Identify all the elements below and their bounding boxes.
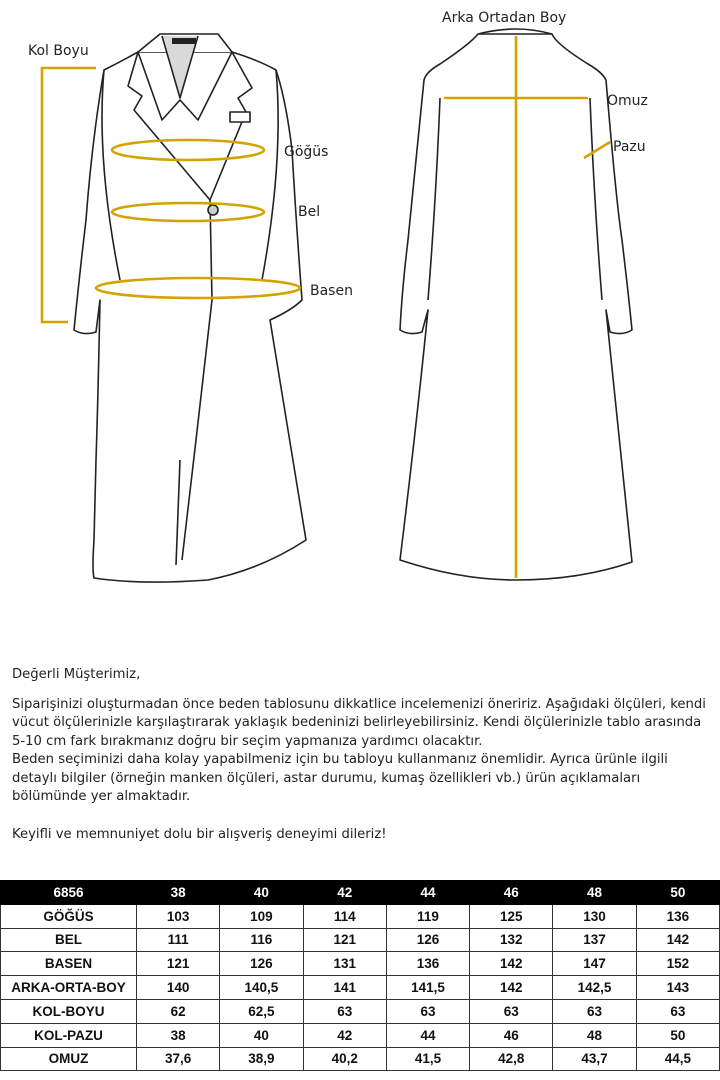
gogus-label: Göğüs bbox=[284, 144, 329, 160]
measure-value-cell: 41,5 bbox=[386, 1047, 469, 1071]
measure-value-cell: 63 bbox=[386, 999, 469, 1023]
measure-value-cell: 125 bbox=[470, 904, 553, 928]
table-header-row bbox=[1, 881, 720, 905]
notice-closing: Keyifli ve memnuniyet dolu bir alışveriş deneyimi dileriz! bbox=[12, 826, 387, 842]
measure-name-cell: KOL-PAZU bbox=[1, 1023, 137, 1047]
measure-value-cell: 46 bbox=[470, 1023, 553, 1047]
table-row bbox=[1, 999, 720, 1023]
measure-value-cell: 130 bbox=[553, 904, 636, 928]
measure-name-cell: BASEN bbox=[1, 952, 137, 976]
measure-value-cell: 143 bbox=[636, 976, 719, 1000]
header-size: 38 bbox=[137, 881, 220, 905]
header-size: 42 bbox=[303, 881, 386, 905]
measure-value-cell: 40,2 bbox=[303, 1047, 386, 1071]
measure-value-cell: 62 bbox=[137, 999, 220, 1023]
measure-value-cell: 142 bbox=[470, 952, 553, 976]
measure-value-cell: 42 bbox=[303, 1023, 386, 1047]
table-row bbox=[1, 928, 720, 952]
measure-value-cell: 63 bbox=[470, 999, 553, 1023]
header-model: 6856 bbox=[1, 881, 137, 905]
measure-value-cell: 103 bbox=[137, 904, 220, 928]
measure-value-cell: 141,5 bbox=[386, 976, 469, 1000]
header-size: 48 bbox=[553, 881, 636, 905]
measure-value-cell: 140 bbox=[137, 976, 220, 1000]
measure-value-cell: 121 bbox=[137, 952, 220, 976]
measure-value-cell: 119 bbox=[386, 904, 469, 928]
measure-value-cell: 38 bbox=[137, 1023, 220, 1047]
table-row bbox=[1, 904, 720, 928]
measure-value-cell: 141 bbox=[303, 976, 386, 1000]
table-row bbox=[1, 1047, 720, 1071]
header-size: 46 bbox=[470, 881, 553, 905]
measure-value-cell: 137 bbox=[553, 928, 636, 952]
measure-name-cell: KOL-BOYU bbox=[1, 999, 137, 1023]
measure-name-cell: OMUZ bbox=[1, 1047, 137, 1071]
measure-value-cell: 116 bbox=[220, 928, 303, 952]
measure-value-cell: 147 bbox=[553, 952, 636, 976]
table-row bbox=[1, 1023, 720, 1047]
measure-name-cell: ARKA-ORTA-BOY bbox=[1, 976, 137, 1000]
table-row bbox=[1, 976, 720, 1000]
notice-greeting: Değerli Müşterimiz, bbox=[12, 667, 141, 682]
header-size: 40 bbox=[220, 881, 303, 905]
measure-value-cell: 131 bbox=[303, 952, 386, 976]
table-row bbox=[1, 952, 720, 976]
arka-orta-boy-label: Arka Ortadan Boy bbox=[442, 10, 567, 26]
measure-value-cell: 126 bbox=[386, 928, 469, 952]
kol-boyu-label: Kol Boyu bbox=[28, 43, 89, 59]
measure-value-cell: 50 bbox=[636, 1023, 719, 1047]
front-coat-drawing bbox=[74, 34, 306, 582]
measure-value-cell: 44 bbox=[386, 1023, 469, 1047]
pazu-label: Pazu bbox=[613, 139, 646, 155]
omuz-label: Omuz bbox=[607, 93, 648, 109]
measure-value-cell: 140,5 bbox=[220, 976, 303, 1000]
bel-label: Bel bbox=[298, 204, 321, 220]
measure-value-cell: 132 bbox=[470, 928, 553, 952]
measure-value-cell: 109 bbox=[220, 904, 303, 928]
measure-name-cell: GÖĞÜS bbox=[1, 904, 137, 928]
header-size: 50 bbox=[636, 881, 719, 905]
table-body bbox=[1, 904, 720, 1071]
measure-value-cell: 152 bbox=[636, 952, 719, 976]
measure-value-cell: 142,5 bbox=[553, 976, 636, 1000]
measure-value-cell: 136 bbox=[636, 904, 719, 928]
customer-notice bbox=[12, 666, 712, 844]
measure-name-cell: BEL bbox=[1, 928, 137, 952]
measure-value-cell: 37,6 bbox=[137, 1047, 220, 1071]
measure-value-cell: 42,8 bbox=[470, 1047, 553, 1071]
measure-value-cell: 63 bbox=[303, 999, 386, 1023]
measure-value-cell: 142 bbox=[636, 928, 719, 952]
basen-label: Basen bbox=[310, 283, 353, 299]
measure-value-cell: 48 bbox=[553, 1023, 636, 1047]
size-table bbox=[0, 880, 720, 1071]
measure-value-cell: 43,7 bbox=[553, 1047, 636, 1071]
notice-paragraph-1: Siparişinizi oluşturmadan önce beden tablosunu dikkatlice incelemenizi öneririz. Aşağıdaki ölçüleri, kendi vücut ölçülerinizle karşılaştırarak yaklaşık bedeninizi belirleyebilirsiniz. Kendi ölçülerinizle tablo arasında 5-10 cm fark bırakmanız doğru bir seçim yapmanıza yardımcı olacaktır. bbox=[12, 696, 706, 749]
measure-value-cell: 142 bbox=[470, 976, 553, 1000]
measure-value-cell: 44,5 bbox=[636, 1047, 719, 1071]
measure-value-cell: 38,9 bbox=[220, 1047, 303, 1071]
header-size: 44 bbox=[386, 881, 469, 905]
measure-value-cell: 62,5 bbox=[220, 999, 303, 1023]
notice-paragraph-2: Beden seçiminizi daha kolay yapabilmeniz için bu tabloyu kullanmanız önemlidir. Ayrıca ürünle ilgili detaylı bilgiler (örneğin manken ölçüleri, astar durumu, kumaş özellikleri vb.) ürün açıklamaları bölümünde yer almaktadır. bbox=[12, 752, 668, 804]
measure-value-cell: 40 bbox=[220, 1023, 303, 1047]
measure-value-cell: 121 bbox=[303, 928, 386, 952]
measure-value-cell: 136 bbox=[386, 952, 469, 976]
measure-value-cell: 111 bbox=[137, 928, 220, 952]
measure-value-cell: 126 bbox=[220, 952, 303, 976]
measure-value-cell: 63 bbox=[636, 999, 719, 1023]
measure-value-cell: 63 bbox=[553, 999, 636, 1023]
measure-value-cell: 114 bbox=[303, 904, 386, 928]
